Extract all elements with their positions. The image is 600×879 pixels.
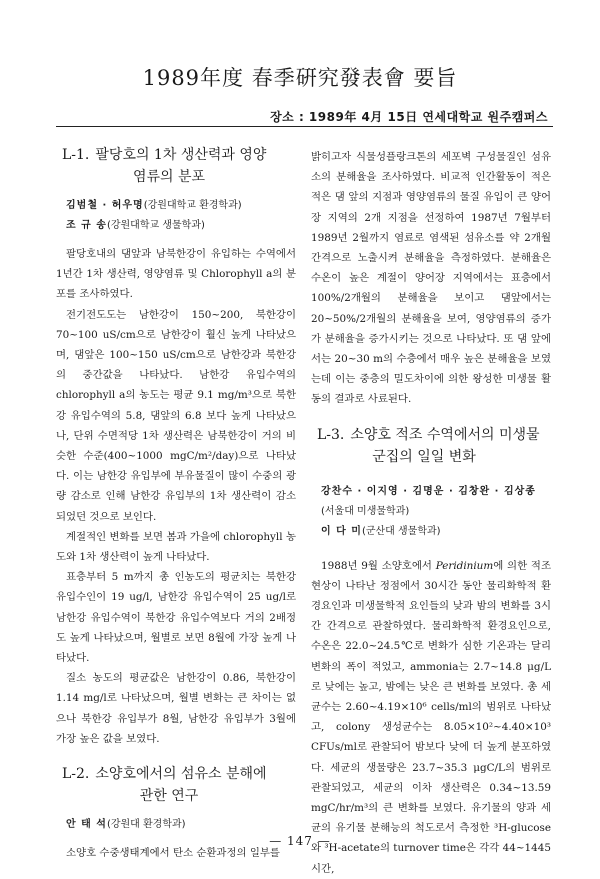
author-names: 조 규 송 (66, 220, 107, 231)
author-names: 김범철 · 허우명 (66, 200, 144, 211)
author-line (311, 482, 551, 502)
author-affiliation: (강원대학교 환경학과) (143, 200, 242, 211)
section-number: L-3. (317, 426, 345, 443)
author-affiliation: (강원대 환경학과) (106, 819, 186, 831)
body-paragraph: 표층부터 5 m까지 총 인농도의 평균치는 북한강 유입수인이 19 ug/l, 남한강 유입수역이 25 ug/l로 남한강 유입수역이 북한강 유입수역보다 거의 2배정도 높게 나타났으며, 월별로 보면 8월에 가장 높게 나타났다. (56, 571, 296, 665)
text-run: 에 의한 적조현상이 나타난 정점에서 30시간 동안 물리화학적 환경요인과 미생물학적 요인들의 낮과 밤의 변화를 3시간 간격으로 관찰하였다. 물리화학적 환경요인으로, 수온은 22.0~24.5℃로 변화가 심한 기온과는 달리 변화의 폭이 적었고, ammonia는 2.7~14.8 μg/L로 낮에는 높고, 밤에는 낮은 큰 변화를 보였다. 총 세균수는 2.60~4.19×10⁶ cells/ml의 범위로 나타났고, colony 생성균수는 8.05×10²~4.40×10³ CFUs/ml로 관찰되어 밤보다 낮에 더 높게 분포하였다. 세균의 생물량은 23.7~35.3 μgC/L의 범위로 관찰되었고, 세균의 이차 생산력은 0.34~13.59 mgC/hr/m³의 큰 변화를 보였다. 유기물의 양과 세균의 유기물 분해능의 척도로서 측정한 ³H-glucose와 ³H-acetate의 turnover time은 각각 44~1445 시간, (311, 559, 551, 875)
left-column (56, 144, 296, 863)
author-affiliation: (군산대 생물학과) (361, 525, 441, 537)
species-name: Peridinium (435, 559, 494, 572)
body-paragraph: 질소 농도의 평균값은 남한강이 0.86, 북한강이 1.14 mg/l로 나타났으며, 월별 변화는 큰 차이는 없으나 북한강 유입부가 8월, 남한강 유입부가 3월에 가장 높은 값을 보였다. (56, 672, 296, 745)
section-heading-l1 (56, 144, 296, 188)
section-title-line2: 염류의 분포 (132, 169, 206, 185)
body-paragraph: 밝히고자 식물성플랑크톤의 세포벽 구성물질인 섬유소의 분해율을 조사하였다. 비교적 인간활동이 적은 적은 댐 앞의 지점과 영양염류의 물질 유입이 큰 양어장 지역의 2개 지점을 선정하여 1987년 7월부터 1989년 2월까지 염료로 염색된 섬유소를 약 2개월 간격으로 노출시켜 분해율을 측정하였다. 분해율은 수온이 높은 계절이 양어장 지역에서는 표층에서 100%/2개월의 분해율을 보이고 댐앞에서는 20~50%/2개월의 분해율을 보여, 영양염류의 증가가 분해율을 증가시키는 것으로 나타났다. 또 댐 앞에서는 20~30 m의 수층에서 매우 높은 분해율을 보였는데 이는 중층의 밀도차이에 의한 왕성한 미생물 활동의 결과로 사료된다. (311, 151, 551, 406)
body-paragraph: 전기전도도는 남한강이 150~200, 북한강이 70~100 uS/cm으로 남한강이 훨신 높게 나타났으며, 댐앞은 100~150 uS/cm으로 남한강과 북한강의 중간값을 나타났다. 남한강 유입수역의 chlorophyll a의 농도는 평균 9.1 mg/m³으로 북한강 유입수역의 5.8, 댐앞의 6.8 보다 높게 나타났으나, 단위 수면적당 1차 생산력은 남북한강이 거의 비슷한 수준(400~1000 mgC/m²/day)으로 나타났다. 이는 남한강 유입부에 부유물질이 많이 수중의 광량 감소로 인해 남한강 유입부의 1차 생산력이 감소 되었던 것으로 보인다. (56, 308, 296, 523)
page-title: 1989年度 春季硏究發表會 要旨 (142, 66, 458, 90)
page-number: — 147 — (269, 834, 331, 848)
author-names: 안 태 석 (66, 819, 107, 831)
section-number: L-2. (62, 766, 90, 783)
body-paragraph: 소양호 수중생태계에서 탄소 순환과정의 일부를 (66, 847, 280, 860)
body-paragraph: 계절적인 변화를 보면 봄과 가을에 chlorophyll 농도와 1차 생산력이 높게 나타났다. (56, 530, 296, 564)
section-title-line2: 군집의 일일 변화 (372, 448, 476, 465)
body-paragraph (311, 556, 551, 879)
section-number: L-1. (62, 147, 90, 163)
body-paragraph: 팔당호내의 댐앞과 남북한강이 유입하는 수역에서 1년간 1차 생산력, 영양염류 및 Chlorophyll a의 분포를 조사하였다. (56, 248, 296, 301)
author-names: 이 다 미 (321, 525, 362, 537)
section-title-line2: 관한 연구 (139, 788, 199, 805)
author-names: 강찬수 · 이지영 · 김명운 · 김창완 · 김상종 (321, 485, 536, 497)
right-column (311, 147, 551, 879)
author-line (56, 196, 296, 216)
section-title-line1: 팔당호의 1차 생산력과 영양 (95, 147, 267, 163)
section-heading-l2 (56, 763, 296, 807)
author-line (311, 522, 551, 542)
section-title-line1: 소양호에서의 섬유소 분해에 (95, 766, 267, 783)
author-affiliation: (서울대 미생물학과) (321, 505, 410, 517)
venue-line: 장소 : 1989年 4月 15日 연세대학교 원주캠퍼스 (270, 110, 548, 124)
author-affiliation: (강원대학교 생물학과) (106, 220, 205, 231)
text-run: 1988년 9월 소양호에서 (321, 559, 436, 572)
header-rule (56, 126, 553, 127)
author-line (56, 815, 296, 835)
section-title-line1: 소양호 적조 수역에서의 미생물 (350, 426, 540, 443)
author-line (56, 216, 296, 236)
section-heading-l3 (311, 424, 551, 468)
author-line (311, 502, 551, 522)
